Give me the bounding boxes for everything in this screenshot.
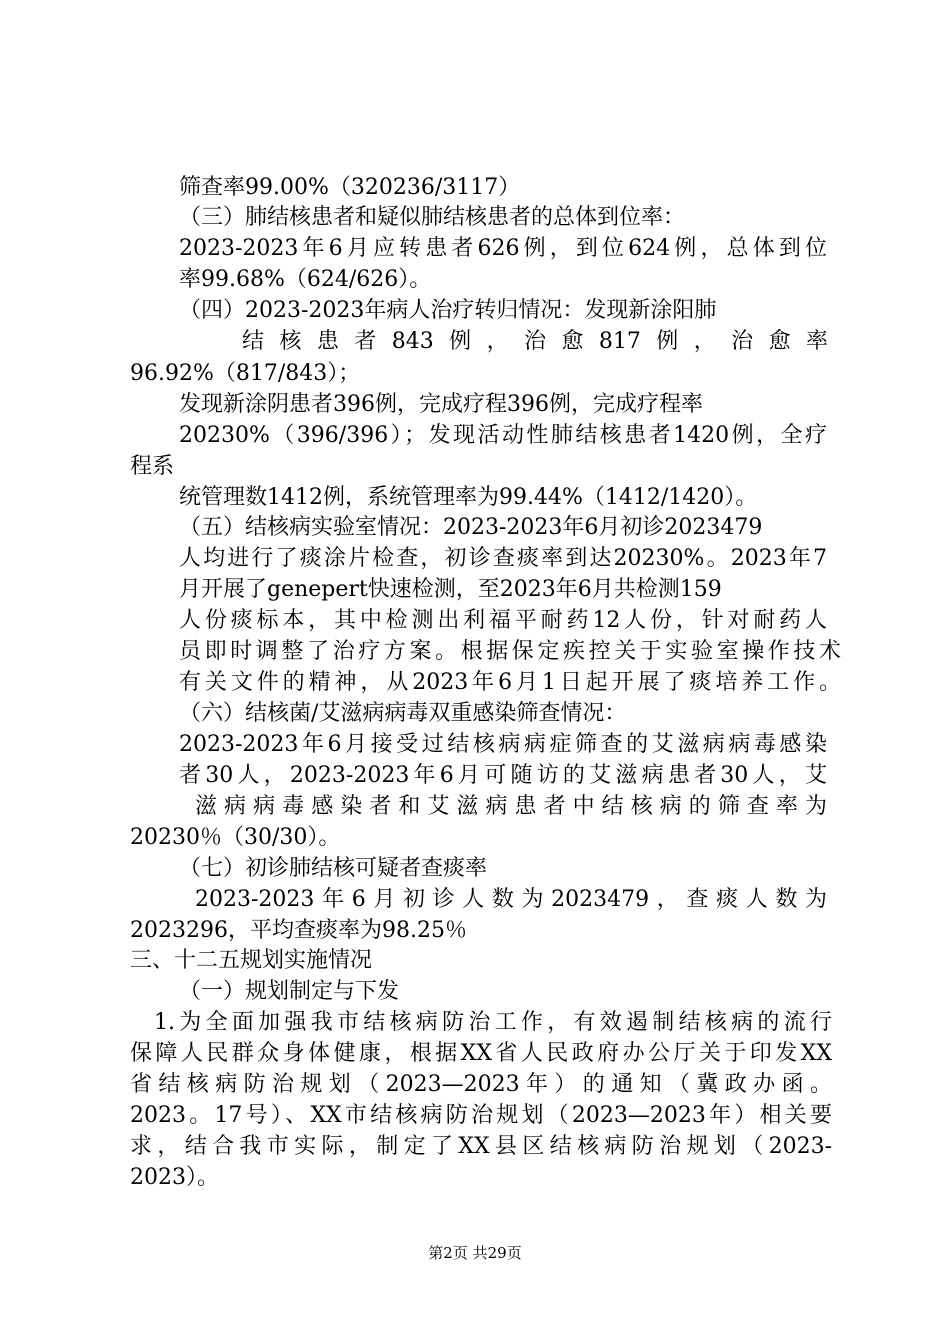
text-line: 统管理数1412例，系统管理率为99.44%（1412/1420）。 (179, 485, 758, 510)
text-line: （六）结核菌/艾滋病病毒双重感染筛查情况： (179, 701, 627, 726)
text-line: 2023）。 (130, 1165, 219, 1190)
text-line: 保障人民群众身体健康，根据XX省人民政府办公厅关于印发XX (130, 1041, 832, 1066)
text-line: 有关文件的精神，从2023年6月1日起开展了痰培养工作。 (179, 670, 841, 695)
text-line: 者30人，2023-2023年6月可随访的艾滋病患者30人，艾 (179, 763, 827, 788)
text-line: 人均进行了痰涂片检查，初诊查痰率到达20230%。2023年7 (179, 546, 827, 571)
text-line: 20230％（30/30）。 (130, 825, 341, 850)
text-line: （七）初诊肺结核可疑者查痰率 (179, 856, 488, 881)
text-line: 发现新涂阴患者396例，完成疗程396例，完成疗程率 (179, 392, 703, 417)
text-line: 程系 (130, 454, 175, 479)
text-line: 省结核病防治规划（2023—2023年）的通知（冀政办函。 (130, 1072, 832, 1097)
text-line: 2023296，平均查痰率为98.25％ (130, 918, 467, 943)
text-line: 2023。17号）、XX市结核病防治规划（2023—2023年）相关要 (130, 1103, 832, 1128)
text-line: 人份痰标本，其中检测出利福平耐药12人份，针对耐药人 (179, 608, 827, 633)
text-line: （三）肺结核患者和疑似肺结核患者的总体到位率： (179, 205, 686, 230)
text-line: （一）规划制定与下发 (179, 979, 400, 1004)
text-line: 三、十二五规划实施情况 (130, 948, 373, 973)
text-line: 96.92%（817/843）； (130, 361, 361, 386)
text-line: 率99.68%（624/626）。 (179, 267, 432, 292)
text-line: （四）2023-2023年病人治疗转归情况：发现新涂阳肺 (179, 298, 717, 323)
text-line: （五）结核病实验室情况：2023-2023年6月初诊2023479 (179, 515, 763, 540)
text-line: 员即时调整了治疗方案。根据保定疾控关于实验室操作技术 (179, 639, 841, 664)
text-line: 结核患者843例，治愈817例，治愈率 (242, 329, 828, 354)
text-line: 筛查率99.00%（320236/3117） (179, 175, 521, 200)
text-line: 2023-2023年6月接受过结核病病症筛查的艾滋病病毒感染 (179, 732, 827, 757)
text-line: 滋病病毒感染者和艾滋病患者中结核病的筛查率为 (195, 794, 827, 819)
text-line: 2023-2023年6月初诊人数为2023479，查痰人数为 (195, 887, 827, 912)
text-line: 求，结合我市实际，制定了XX县区结核病防治规划（2023- (130, 1134, 832, 1159)
text-line: 2023-2023年6月应转患者626例，到位624例，总体到位 (179, 236, 827, 261)
text-line: 月开展了genepert快速检测，至2023年6月共检测159 (179, 577, 722, 602)
text-line: 1.为全面加强我市结核病防治工作，有效遏制结核病的流行 (154, 1010, 832, 1035)
text-line: 20230%（396/396）；发现活动性肺结核患者1420例，全疗 (179, 423, 827, 448)
page-footer: 第2页 共29页 (428, 1244, 522, 1262)
